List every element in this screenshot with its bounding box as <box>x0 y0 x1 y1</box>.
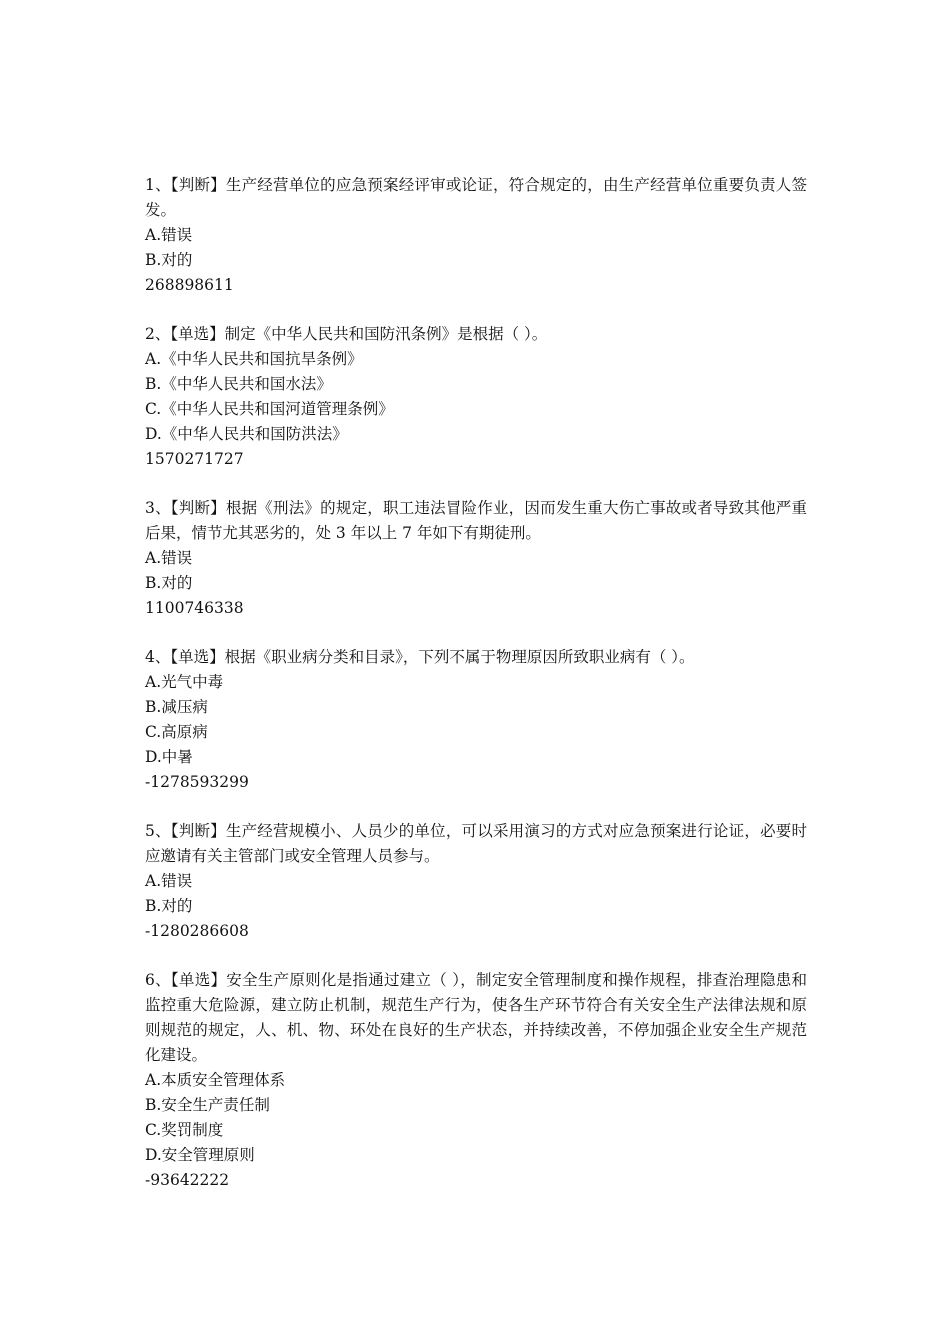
question-stem: 5、【判断】生产经营规模小、人员少的单位，可以采用演习的方式对应急预案进行论证，必要时应邀请有关主管部门或安全管理人员参与。 <box>145 822 807 865</box>
option-b: B.《中华人民共和国水法》 <box>145 375 332 393</box>
option-b: B.安全生产责任制 <box>145 1096 270 1114</box>
option-a: A.《中华人民共和国抗旱条例》 <box>145 350 363 368</box>
question-3 <box>145 496 807 621</box>
question-code: -93642222 <box>145 1171 230 1189</box>
question-6 <box>145 968 807 1193</box>
option-b: B.对的 <box>145 251 193 269</box>
question-stem: 2、【单选】制定《中华人民共和国防汛条例》是根据（ ）。 <box>145 325 548 343</box>
option-d: D.《中华人民共和国防洪法》 <box>145 425 348 443</box>
question-stem: 3、【判断】根据《刑法》的规定，职工违法冒险作业，因而发生重大伤亡事故或者导致其他严重后果，情节尤其恶劣的，处 3 年以上 7 年如下有期徒刑。 <box>145 499 807 542</box>
question-code: 1570271727 <box>145 450 244 468</box>
option-a: A.错误 <box>145 226 193 244</box>
question-code: 268898611 <box>145 276 234 294</box>
option-b: B.减压病 <box>145 698 208 716</box>
option-a: A.本质安全管理体系 <box>145 1071 286 1089</box>
question-stem: 6、【单选】安全生产原则化是指通过建立（ ），制定安全管理制度和操作规程，排查治理隐患和监控重大危险源，建立防止机制，规范生产行为，使各生产环节符合有关安全生产法律法规和原则规范的规定，人、机、物、环处在良好的生产状态，并持续改善，不停加强企业安全生产规范化建设。 <box>145 971 807 1064</box>
option-c: C.《中华人民共和国河道管理条例》 <box>145 400 394 418</box>
option-a: A.光气中毒 <box>145 673 224 691</box>
question-4 <box>145 645 807 795</box>
question-list <box>145 173 807 1217</box>
option-a: A.错误 <box>145 549 193 567</box>
question-2 <box>145 322 807 472</box>
question-stem: 4、【单选】根据《职业病分类和目录》，下列不属于物理原因所致职业病有（ ）。 <box>145 648 695 666</box>
option-c: C.奖罚制度 <box>145 1121 224 1139</box>
question-code: 1100746338 <box>145 599 244 617</box>
question-code: -1280286608 <box>145 922 249 940</box>
option-c: C.高原病 <box>145 723 208 741</box>
question-5 <box>145 819 807 944</box>
option-d: D.中暑 <box>145 748 193 766</box>
option-b: B.对的 <box>145 574 193 592</box>
option-a: A.错误 <box>145 872 193 890</box>
option-d: D.安全管理原则 <box>145 1146 255 1164</box>
question-code: -1278593299 <box>145 773 249 791</box>
question-stem: 1、【判断】生产经营单位的应急预案经评审或论证，符合规定的，由生产经营单位重要负责人签发。 <box>145 176 807 219</box>
option-b: B.对的 <box>145 897 193 915</box>
question-1 <box>145 173 807 298</box>
